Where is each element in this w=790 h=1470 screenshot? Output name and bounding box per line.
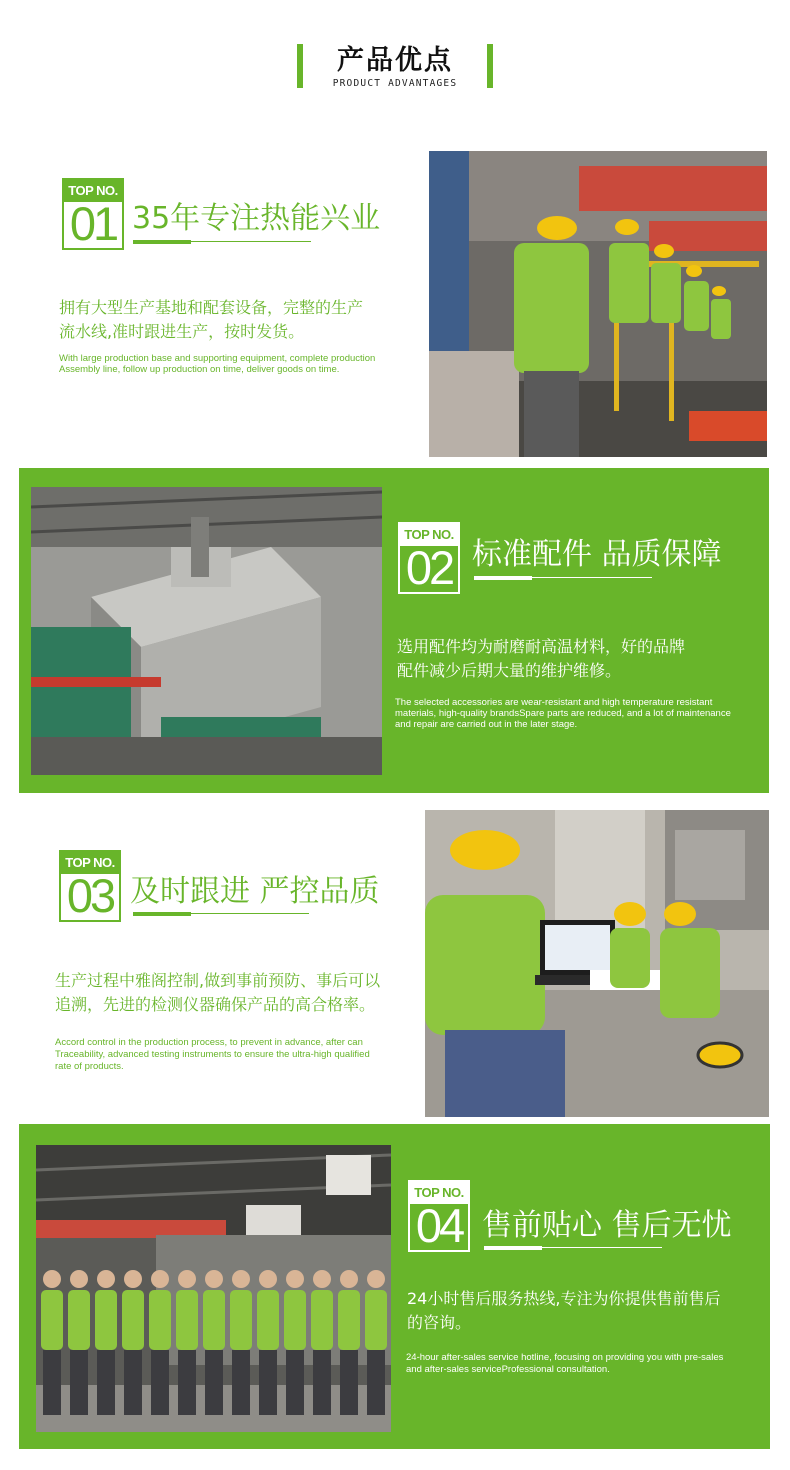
title-underline: [191, 241, 311, 242]
section-body-en: and repair are carried out in the later stage.: [395, 719, 578, 730]
page-subtitle: PRODUCT ADVANTAGES: [332, 78, 458, 89]
badge-02: [398, 522, 460, 594]
title-underline-accent: [133, 912, 191, 916]
badge-03: [59, 850, 121, 922]
section-body-en: 24-hour after-sales service hotline, focusing on providing you with pre-sales: [406, 1352, 724, 1363]
badge-label: TOP NO.: [61, 852, 119, 874]
badge-01: [62, 178, 124, 250]
section-body-en: Assembly line, follow up production on time, deliver goods on time.: [59, 364, 340, 375]
section-title: 标准配件 品质保障: [472, 537, 722, 572]
badge-number: 04: [415, 1199, 463, 1252]
section-body-cn: 选用配件均为耐磨耐高温材料，好的品牌: [397, 637, 686, 656]
boiler-factory-photo: [31, 487, 382, 775]
team-group-photo: [36, 1145, 391, 1432]
title-underline: [542, 1247, 662, 1248]
title-underline: [532, 577, 652, 578]
badge-label: TOP NO.: [400, 524, 458, 546]
title-underline-accent: [474, 576, 532, 580]
section-title: 售前贴心 售后无忧: [482, 1208, 732, 1243]
workers-on-platform-photo: [429, 151, 767, 457]
title-underline: [191, 913, 309, 914]
badge-number: 03: [66, 869, 114, 922]
badge-label: TOP NO.: [64, 180, 122, 202]
section-title: 35年专注热能兴业: [132, 201, 381, 236]
section-title: 及时跟进 严控品质: [130, 874, 380, 909]
section-body-en: rate of products.: [55, 1061, 124, 1072]
section-body-en: materials, high-quality brandsSpare parts are reduced, and a lot of maintenance: [395, 708, 731, 719]
workers-testing-laptop-photo: [425, 810, 769, 1117]
section-body-cn: 追溯，先进的检测仪器确保产品的高合格率。: [55, 995, 376, 1014]
section-body-cn: 的咨询。: [407, 1313, 472, 1332]
section-body-en: Traceability, advanced testing instruments to ensure the ultra-high qualified: [55, 1049, 370, 1060]
section-body-cn: 24小时售后服务热线,专注为你提供售前售后: [407, 1289, 721, 1308]
section-body-cn: 拥有大型生产基地和配套设备，完整的生产: [59, 298, 364, 317]
badge-number: 01: [69, 197, 117, 250]
page-title: 产品优点: [337, 45, 453, 76]
badge-number: 02: [405, 541, 453, 594]
badge-label: TOP NO.: [410, 1182, 468, 1204]
section-body-en: Accord control in the production process, to prevent in advance, after can: [55, 1037, 363, 1048]
title-underline-accent: [484, 1246, 542, 1250]
badge-04: [408, 1180, 470, 1252]
section-body-cn: 配件减少后期大量的维护维修。: [397, 661, 622, 680]
section-body-en: and after-sales serviceProfessional consultation.: [406, 1364, 610, 1375]
section-body-cn: 流水线,准时跟进生产，按时发货。: [59, 322, 305, 341]
section-body-cn: 生产过程中雅阁控制,做到事前预防、事后可以: [55, 971, 381, 990]
section-body-en: With large production base and supporting equipment, complete production: [59, 353, 376, 364]
section-body-en: The selected accessories are wear-resistant and high temperature resistant: [395, 697, 713, 708]
title-underline-accent: [133, 240, 191, 244]
